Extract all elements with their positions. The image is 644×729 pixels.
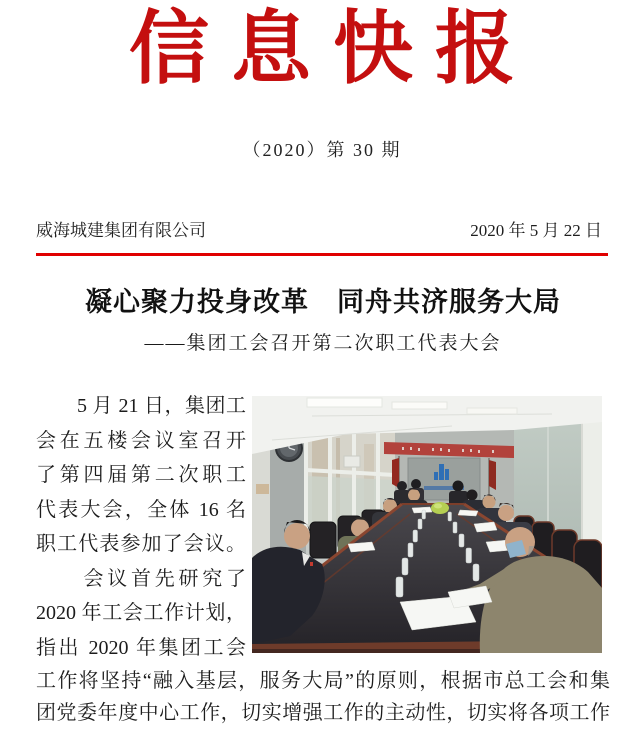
masthead-title: 信息快报 xyxy=(129,6,537,94)
ceiling-light xyxy=(467,408,517,414)
ceiling-light xyxy=(307,398,382,407)
ac-vent xyxy=(344,456,360,467)
body-full-width xyxy=(36,665,610,729)
body-line: 职工代表参加了会议。 xyxy=(36,533,246,555)
meta-row xyxy=(36,216,602,241)
body-line: 5 月 21 日，集团工 xyxy=(36,395,246,417)
body-line: 了第四届第二次职工 xyxy=(36,464,246,486)
article-subtitle: ——集团工会召开第二次职工代表大会 xyxy=(144,333,502,354)
body-line: 团党委年度中心工作，切实增强工作的主动性，切实将各项工作 xyxy=(36,702,610,724)
body-line: 2020 年工会工作计划， xyxy=(36,602,246,624)
meeting-photo xyxy=(252,396,602,653)
org-name: 威海城建集团有限公司 xyxy=(36,221,206,240)
issue-number-line: （2020）第 30 期 xyxy=(242,140,402,160)
issue-date: 2020 年 5 月 22 日 xyxy=(470,221,602,240)
body-line: 代表大会，全体 16 名 xyxy=(36,498,246,521)
body-line: 会在五楼会议室召开 xyxy=(36,429,246,452)
body-line: 指出 2020 年集团工会 xyxy=(36,636,246,659)
body-line: 工作将坚持“融入基层，服务大局”的原则，根据市总工会和集 xyxy=(36,670,610,692)
article-headline: 凝心聚力投身改革 同舟共济服务大局 xyxy=(85,287,561,317)
red-divider-rule xyxy=(36,253,608,256)
body-line: 会议首先研究了 xyxy=(36,567,246,590)
ceiling-light xyxy=(392,402,447,409)
body-left-column xyxy=(36,389,246,665)
